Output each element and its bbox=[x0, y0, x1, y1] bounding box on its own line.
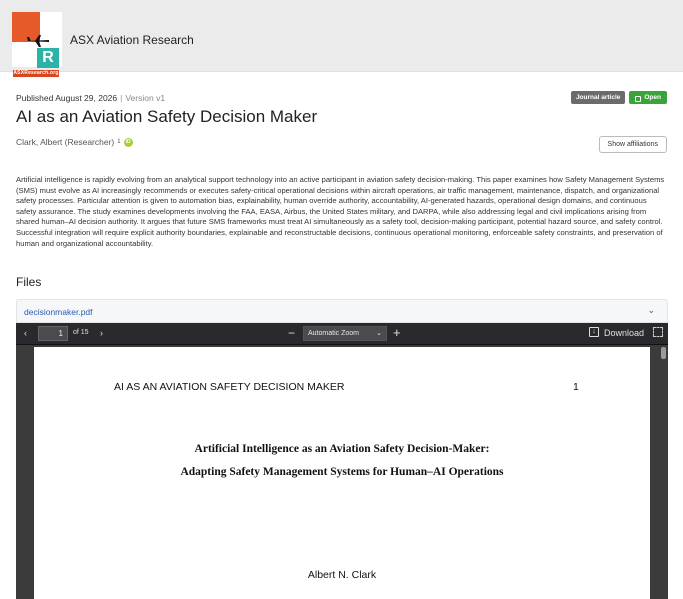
access-badge bbox=[629, 91, 667, 104]
files-heading: Files bbox=[16, 275, 42, 289]
access-badge-label: Open bbox=[644, 94, 661, 101]
chevron-down-icon[interactable]: ⌄ bbox=[647, 305, 655, 315]
orcid-icon[interactable]: iD bbox=[125, 138, 131, 145]
download-icon[interactable]: ↓ bbox=[589, 327, 599, 337]
file-accordion-header[interactable] bbox=[16, 299, 668, 323]
airplane-icon bbox=[26, 34, 50, 48]
zoom-in-icon[interactable]: + bbox=[393, 325, 401, 340]
next-page-icon[interactable]: › bbox=[100, 328, 103, 338]
published-date: Published August 29, 2026 bbox=[16, 93, 118, 103]
pdf-title-line-2: Adapting Safety Management Systems for Human–AI Operations bbox=[180, 466, 504, 478]
caret-down-icon: ⌄ bbox=[376, 330, 382, 337]
site-title[interactable]: ASX Aviation Research bbox=[70, 33, 194, 47]
version-label[interactable]: Version v1 bbox=[125, 93, 166, 103]
pdf-title-line-1: Artificial Intelligence as an Aviation Safety Decision-Maker: bbox=[194, 443, 490, 455]
zoom-out-icon[interactable]: − bbox=[288, 326, 296, 340]
affiliation-marker: 1 bbox=[117, 139, 121, 145]
page-count: of 15 bbox=[73, 329, 89, 336]
fullscreen-icon[interactable] bbox=[653, 327, 663, 337]
pdf-scrollbar-thumb[interactable] bbox=[661, 347, 666, 359]
author-name[interactable]: Clark, Albert (Researcher) bbox=[16, 137, 115, 147]
record-badges bbox=[571, 91, 667, 104]
unlock-icon bbox=[635, 96, 641, 102]
logo-letter: R bbox=[37, 48, 59, 68]
author-line bbox=[16, 137, 133, 147]
logo-tag: ASXResearch.org bbox=[13, 70, 59, 76]
pdf-author: Albert N. Clark bbox=[307, 569, 377, 581]
zoom-select-value: Automatic Zoom bbox=[308, 330, 359, 337]
show-affiliations-button[interactable]: Show affiliations bbox=[599, 136, 667, 153]
publication-info: Published August 29, 2026 | Version v1 bbox=[16, 93, 166, 103]
previous-page-icon[interactable]: ‹ bbox=[24, 328, 27, 338]
page-number-input[interactable]: 1 bbox=[38, 326, 68, 341]
record-title: AI as an Aviation Safety Decision Maker bbox=[16, 107, 318, 126]
pdf-running-head: AI AS AN AVIATION SAFETY DECISION MAKER bbox=[114, 381, 345, 393]
pdf-page bbox=[34, 347, 650, 599]
site-logo[interactable] bbox=[12, 12, 62, 76]
abstract-text: Artificial intelligence is rapidly evolving from an analytical support technology into an active participant in aviation safety decision-making. This paper examines how Safety Management Systems (SMS) must evolve as AI increasingly recommends or executes safety-critical operational decisions within aircraft operations, air traffic management, maintenance, dispatch, and organizational safety processes. Particular attention is given to automation bias, explainability, human override authority, accountability, AI-generated hazards, operational design domains, and continuous safety assurance. The study examines developments involving the FAA, EASA, Airbus, the United States military, and DARPA, while also addressing legal and civil implications arising from shared human–AI decision authority. It argues that future SMS frameworks must treat AI simultaneously as a safety tool, decision-making participant, potential hazard source, and safety control. Successful integration will require explicit authority boundaries, explainable and reconstructable decisions, continuous operational monitoring, enforceable safety constraints, and preservation of human and organizational accountability. bbox=[16, 175, 665, 248]
file-name-link[interactable]: decisionmaker.pdf bbox=[24, 307, 93, 317]
resource-type-badge: Journal article bbox=[571, 91, 625, 104]
zoom-select[interactable] bbox=[303, 326, 387, 341]
pdf-toolbar bbox=[16, 323, 668, 345]
pdf-viewer bbox=[16, 323, 668, 599]
pdf-page-number: 1 bbox=[573, 381, 579, 393]
site-header bbox=[0, 0, 683, 76]
pdf-scrollbar-track[interactable] bbox=[661, 347, 666, 599]
download-button[interactable]: Download bbox=[604, 328, 645, 338]
